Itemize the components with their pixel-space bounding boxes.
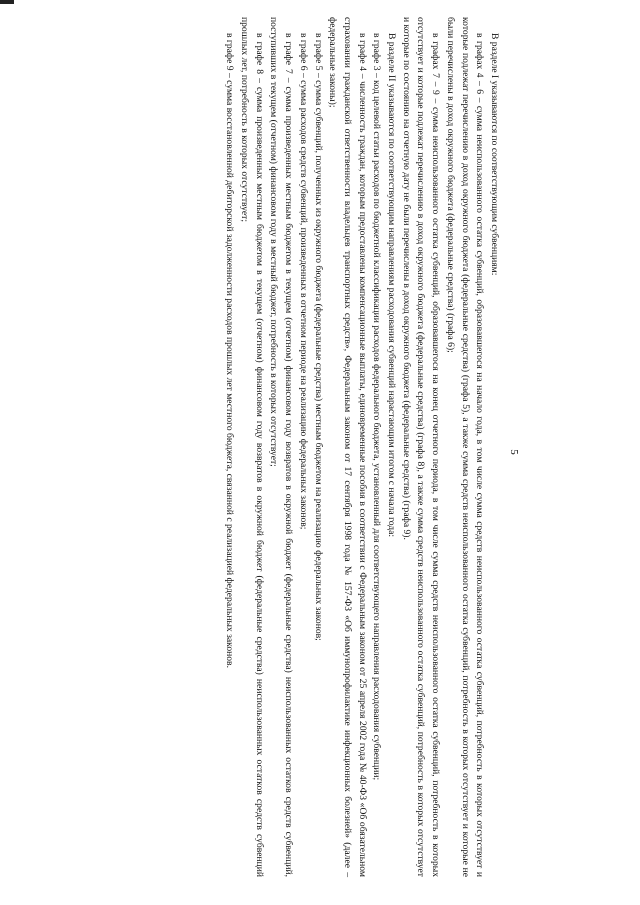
paragraph-section2-intro: В разделе II указываются по соответствующим направлениям расходования субвенций нарастающим итогом с начала года:: [386, 33, 398, 538]
paragraph-graphs-4-6: в графах 4 – 6 – сумма неиспользованного остатка субвенций, образовавшегося на начало года, в том числе сумма средств неиспользованного остатка субвенций, потребность в которых отсутствует и которые подлежат перечислению в доход окружного бюджета (федеральные средства) (графа 5), а также сумма средств неиспользованного остатка субвенций, потребность в которых отсутствует и которые не были перечислены в доход окружного бюджета (федеральные средства) (графа 6);: [444, 17, 486, 877]
paragraph-graph-6: в графе 6 – сумма расходов средств субвенций, произведенных в отчетном периоде на реализацию федеральных законов;: [297, 33, 309, 530]
paragraph-graphs-7-9: в графах 7 – 9 – сумма неиспользованного остатка субвенций, образовавшегося на конец отчетного периода, в том числе сумма средств неиспользованного остатка субвенций, потребность в которых отсутствует и которые подлежат перечислению в доход окружного бюджета (федеральные средства) (графа 8), а также сумма средств неиспользованного остатка субвенций, потребность в которых отсутствует и которые по состоянию на отчетную дату не были перечислены в доход окружного бюджета (федеральные средства) (графа 9).: [400, 17, 442, 877]
paragraph-graph-9: в графе 9 – сумма восстановленной дебиторской задолженности расходов прошлых лет местного бюджета, связанной с реализацией федеральных законов.: [224, 33, 236, 668]
paragraph-graph-4: в графе 4 – численность граждан, которым предоставлены компенсационные выплаты, единовременные пособия в соответствии с Федеральным законом от 25 апреля 2002 года № 40-ФЗ «Об обязательном страховании гражданской ответственности владельцев транспортных средств», Федеральным законом от 17 сентября 1998 года № 157-ФЗ «Об иммунопрофилактике инфекционных болезней» (далее – федеральные законы);: [327, 17, 368, 877]
paragraph-graph-3: в графе 3 – код целевой статьи расходов по бюджетной классификации расходов федерального бюджета, установленный для соответствующего направления расходования субвенции;: [371, 33, 383, 781]
paragraph-section1-intro: В разделе I указываются по соответствующим субвенциям:: [489, 33, 500, 276]
paragraph-graph-7: в графе 7 – сумма произведенных местным бюджетом в текущем (отчетном) финансовом году возвратов в окружной бюджет (федеральные средства) неиспользованных остатков средств субвенций, поступивших в текущем (отчетном) финансовом году в местный бюджет, потребность в которых отсутствует;: [268, 17, 295, 877]
rotated-document-page: [120, 17, 520, 887]
paragraph-graph-5: в графе 5 – сумма субвенций, полученных из окружного бюджета (федеральные средства) местным бюджетом на реализацию федеральных законов;: [312, 33, 324, 641]
page-number: 5: [508, 449, 520, 455]
document-body: [222, 17, 501, 877]
scan-corner-mark: [0, 0, 14, 4]
paragraph-graph-8: в графе 8 – сумма произведенных местным бюджетом в текущем (отчетном) финансовом году возвратов в окружной бюджет (федеральные средства) неиспользованных остатков средств субвенций прошлых лет, потребность в которых отсутствует;: [239, 17, 265, 877]
